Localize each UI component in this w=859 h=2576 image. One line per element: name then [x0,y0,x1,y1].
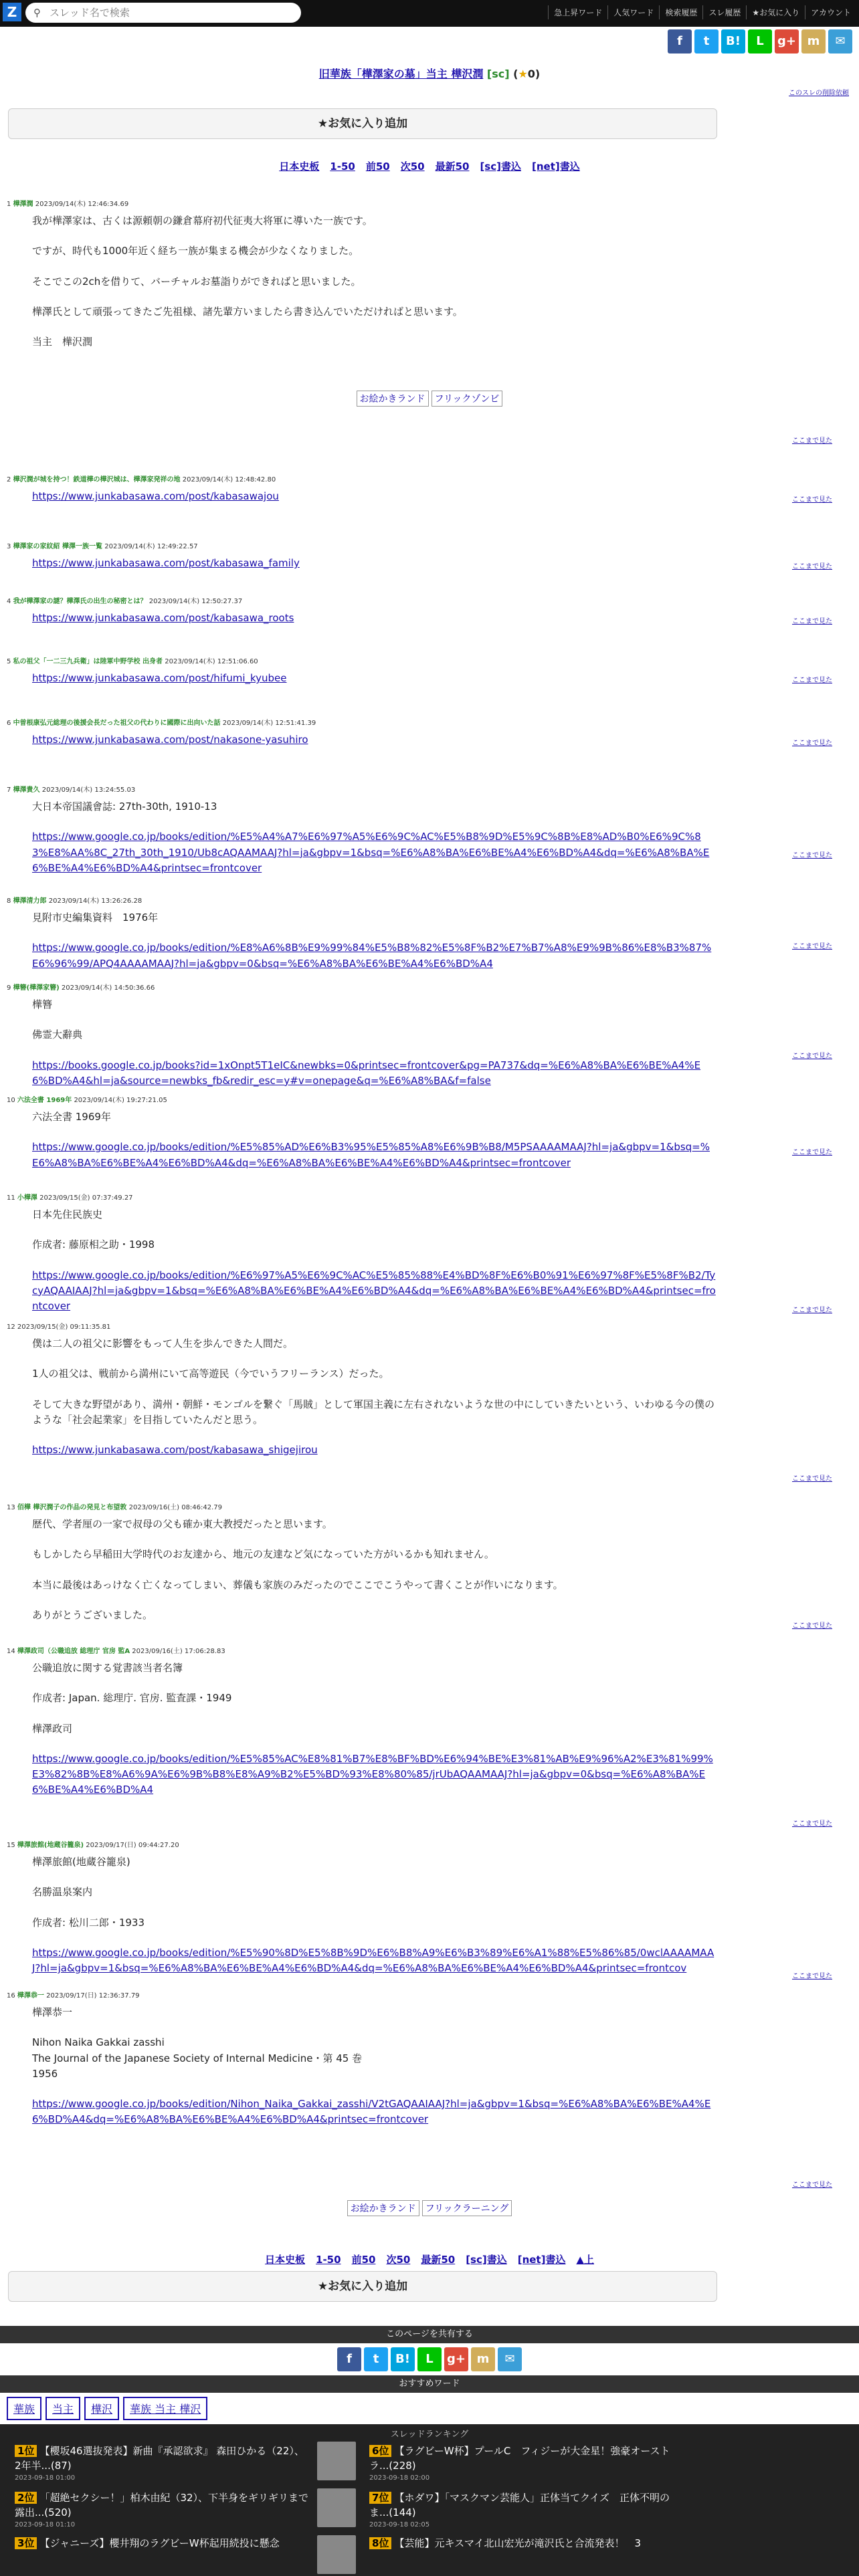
post-author: 小樺澤 [17,1194,37,1202]
post-author: 樺澤政司（公職追放 総理庁 官房 監A [17,1648,130,1655]
read-marker-link[interactable]: ここまで見た [792,496,832,504]
ranking-item[interactable]: 2位 「超絶セクシー！」柏木由紀（32）、下半身をギリギリまで露出...(520) 2023-09-18 01:10 [15,2492,309,2529]
post-body [32,1207,716,1314]
post-date: 2023/09/17(日) 12:36:37.79 [46,1992,140,2000]
post-link[interactable]: https://www.junkabasawa.com/post/kabasawa_family [32,557,300,569]
nav-link[interactable]: [net]書込 [531,160,580,173]
post-number[interactable]: 2 [7,476,11,484]
post-author: 六法全書 1969年 [17,1097,72,1104]
thread-nav-bottom [0,2252,859,2266]
post-body [32,213,716,350]
favorite-count: (★0) [513,68,541,80]
read-marker-link[interactable]: ここまで見た [792,852,832,859]
nav-link[interactable]: 1-50 [330,160,355,173]
post-header [7,198,716,208]
post-text: 樺澤政司 [32,1722,73,1735]
post-header [7,1094,716,1104]
post-text: 樺澤旅館(地蔵谷籠泉) [32,1856,130,1868]
report-link[interactable]: このスレの削除依頼 [789,90,849,97]
search-input[interactable] [48,5,292,21]
nav-link[interactable]: 1-50 [316,2254,341,2266]
post-number[interactable]: 8 [7,897,11,905]
post-link[interactable]: https://books.google.co.jp/books?id=1xOnpt5T1eIC&newbks=0&printsec=frontcover&pg=PA737&dq=%E6%A8%BA%E6%BE%A4%E6%BD%A4&hl=ja&source=newbks_fb&redir_esc=y#v=onepage&q=%E6%A8%BA&f=false [32,1059,701,1087]
line-icon[interactable]: L [748,29,772,53]
post [7,473,716,504]
post-link[interactable]: https://www.junkabasawa.com/post/kabasawa_roots [32,612,294,624]
ad-links-bottom [0,2200,859,2216]
line-icon[interactable]: L [417,2347,442,2371]
facebook-icon[interactable]: f [668,29,692,53]
read-marker-link[interactable]: ここまで見た [792,943,832,950]
post-link[interactable]: https://www.google.co.jp/books/edition/%E5%A4%A7%E6%97%A5%E6%9C%AC%E5%B8%9D%E5%9C%8B%E8%AD%B0%E6%9C%83%E8%AA%8C_27th_30th_1910/Ub8cAQAAMAAJ?hl=ja&gbpv=1&bsq=%E6%A8%BA%E6%BE%A4%E6%BD%A4&dq=%E6%A8%BA%E6%BE%A4%E6%BD%A4&printsec=frontcover [32,831,710,874]
post-link[interactable]: https://www.google.co.jp/books/edition/%E6%97%A5%E6%9C%AC%E5%85%88%E4%BD%8F%E6%B0%91%E6%97%8F%E5%8F%B2/TycyAQAAIAAJ?hl=ja&gbpv=1&bsq=%E6%A8%BA%E6%BE%A4%E6%BD%A4&dq=%E6%A8%BA%E6%BE%A4%E6%BD%A4&printsec=frontcover [32,1269,716,1312]
post-text: 佛霊大辭典 [32,1029,83,1041]
rec-word[interactable]: 当主 [45,2397,80,2420]
post-text: ありがとうございました。 [32,1608,153,1621]
post-number[interactable]: 15 [7,1842,15,1849]
hatena-icon[interactable]: B! [721,29,745,53]
post-date: 2023/09/14(木) 19:27:21.05 [74,1097,167,1104]
post-header [7,982,716,992]
top-nav-favorites[interactable]: ★お気に入り [746,5,805,19]
sc-badge: [sc] [486,68,510,80]
nav-link[interactable]: 日本史板 [279,160,320,173]
ranking-item[interactable]: 8位 【芸能】元キスマイ北山宏光が滝沢氏と合流発表！ 3 [369,2537,677,2551]
post-text: 作成者: Japan. 総理庁. 官房. 監査課・1949 [32,1692,232,1705]
post-body [32,1854,716,1976]
post-date: 2023/09/14(木) 12:48:42.80 [182,476,276,484]
thread-nav-top [0,159,859,173]
post-number[interactable]: 7 [7,786,11,794]
post-text: 公職追放に関する覚書該当者名簿 [32,1662,183,1674]
post-text: ですが、時代も1000年近く経ち一族が集まる機会が少なくなりました。 [32,245,359,257]
read-marker-link[interactable]: ここまで見た [792,1820,832,1828]
post-text: そこでこの2chを借りて、バーチャルお墓詣りができればと思いました。 [32,275,361,288]
post-author: 樺澤貴久 [13,786,40,794]
post-date: 2023/09/17(日) 09:44:27.20 [86,1842,179,1849]
thread-header [0,66,859,81]
post-date: 2023/09/14(木) 13:26:26.28 [48,897,142,905]
post-header [7,540,716,550]
post-text: 樺簪 [32,998,53,1010]
post-text: 本当に最後はあっけなく亡くなってしまい、葬儀も家族のみだったのでここでこうやって書くことが作いになります。 [32,1578,563,1591]
twitter-icon[interactable]: t [694,29,719,53]
ranking-item[interactable]: 1位 【櫻坂46選抜発表】新曲『承認欲求』 森田ひかる（22）、2年半...(87) 2023-09-18 01:00 [15,2445,304,2482]
post-number[interactable]: 5 [7,658,11,665]
post-date: 2023/09/15(金) 09:11:35.81 [17,1323,111,1331]
nav-link[interactable]: 最新50 [421,2254,456,2266]
post-text: 歴代、学者厘の一家で叔母の父も確か東大教授だったと思います。 [32,1518,332,1530]
post-body [32,1660,716,1798]
post-text: 作成者: 松川二郎・1933 [32,1916,145,1929]
ranking-title: スレッドランキング [390,2430,469,2440]
top-nav-account[interactable]: アカウント [805,5,856,19]
nav-link[interactable]: 最新50 [435,160,470,173]
nav-link[interactable]: ▲上 [576,2254,594,2266]
post-link[interactable]: https://www.google.co.jp/books/edition/%E8%A6%8B%E9%99%84%E5%B8%82%E5%8F%B2%E7%B7%A8%E9%9B%86%E8%B3%87%E6%96%99/APQ4AAAAMAAJ?hl=ja&gbpv=0&bsq=%E6%A8%BA%E6%BE%A4%E6%BD%A4 [32,942,712,970]
post-author: 樺澤清力郎 [13,897,47,905]
post-body [32,997,716,1089]
post-header [7,1839,716,1849]
post-author: 樺沢潤が城を持つ！鉄道樺の樺沢城は、樺澤家発祥の地 [13,476,181,484]
post-text: 我が樺澤家は、古くは源頼朝の鎌倉幕府初代征夷大将軍に導いた一族です。 [32,215,373,227]
post-date: 2023/09/14(木) 12:49:22.57 [104,543,198,550]
post-number[interactable]: 1 [7,201,11,208]
post-date: 2023/09/14(木) 12:50:27.37 [149,598,243,605]
post [7,1990,716,2128]
ranking-item[interactable]: 3位 【ジャニーズ】櫻井翔のラグビーW杯起用続投に懸念 [15,2537,309,2551]
post-body [32,910,716,972]
post-body [32,1109,716,1171]
rec-word[interactable]: 華族 [7,2397,41,2420]
ad-link[interactable]: お絵かきランド [357,391,429,407]
recommend-bar: おすすめワード [0,2375,859,2393]
post-author: 樺澤潤 [13,201,33,208]
nav-link[interactable]: 前50 [365,160,390,173]
read-marker-link[interactable]: ここまで見た [792,1475,832,1483]
ad-link[interactable]: フリックラーニング [422,2200,512,2216]
top-nav-trending-words[interactable]: 急上昇ワード [548,5,607,19]
post-text: もしかしたら早稲田大学時代のお友達から、地元の友達など気になっていた方がいるかも知れません。 [32,1548,494,1561]
post [7,784,716,876]
top-nav-search-history[interactable]: 検索履歴 [659,5,702,19]
mail-icon[interactable]: ✉ [828,29,852,53]
google-plus-icon[interactable]: g+ [775,29,799,53]
post-author: 樺澤恭一 [17,1992,44,2000]
post-header [7,1990,716,2000]
post [7,655,716,686]
share-bar: このページを共有する [0,2326,859,2343]
hatena-icon[interactable]: B! [391,2347,415,2371]
recommended-words [7,2397,207,2420]
post-date: 2023/09/16(土) 08:46:42.79 [128,1504,223,1511]
site-logo[interactable]: Z [3,3,21,21]
ad-link[interactable]: お絵かきランド [347,2200,419,2216]
post-text: 見附市史編集資料 1976年 [32,911,159,924]
post-link[interactable]: https://www.junkabasawa.com/post/kabasawajou [32,490,279,502]
post [7,982,716,1089]
mixi-icon[interactable]: m [471,2347,495,2371]
post-date: 2023/09/14(木) 13:24:55.03 [41,786,136,794]
post-date: 2023/09/14(木) 12:51:06.60 [165,658,258,665]
post-text: 樺澤恭一 [32,2006,73,2018]
post-link[interactable]: https://www.google.co.jp/books/edition/%E5%85%AD%E6%B3%95%E5%85%A8%E6%9B%B8/M5PSAAAAMAAJ?hl=ja&gbpv=1&bsq=%E6%A8%BA%E6%BE%A4%E6%BD%A4&dq=%E6%A8%BA%E6%BE%A4%E6%BD%A4&printsec=frontcover [32,1141,710,1169]
top-nav-popular-words[interactable]: 人気ワード [607,5,659,19]
read-marker-link[interactable]: ここまで見た [792,437,832,445]
post-date: 2023/09/14(木) 12:46:34.69 [35,201,129,208]
post-text: 僕は二人の祖父に影響をもって人生を歩んできた人間だ。 [32,1337,294,1350]
post-date: 2023/09/14(木) 12:51:41.39 [222,720,316,727]
twitter-icon[interactable]: t [364,2347,388,2371]
read-marker-link[interactable]: ここまで見た [792,740,832,747]
post-text: 大日本帝国議會誌: 27th-30th, 1910-13 [32,800,217,813]
post-body [32,671,716,686]
read-marker-link[interactable]: ここまで見た [792,1149,832,1156]
post-body [32,1517,716,1623]
post-header [7,473,716,484]
post-header [7,595,716,605]
post-number[interactable]: 13 [7,1504,15,1511]
facebook-icon[interactable]: f [337,2347,361,2371]
rec-word[interactable]: 華族 当主 樺沢 [123,2397,207,2420]
read-marker-link[interactable]: ここまで見た [792,1622,832,1630]
top-nav-thread-history[interactable]: スレ履歴 [702,5,746,19]
read-marker-link[interactable]: ここまで見た [792,563,832,570]
post-body [32,2005,716,2128]
post-author: 樺簪(樺澤家簪) [13,984,60,992]
read-marker-link[interactable]: ここまで見た [792,1307,832,1314]
thread-ranking [0,2424,859,2576]
post-number[interactable]: 11 [7,1194,15,1202]
post-header [7,1192,716,1202]
post-body [32,556,716,571]
post-text: そして大きな野望があり、満州・朝鮮・モンゴルを繋ぐ「馬賊」として軍国主義に左右されないような世の中にしていきたいという、いわゆる今の僕のような「社会起業家」を目指していたんだと思う。 [32,1398,715,1426]
read-marker-link[interactable]: ここまで見た [792,1053,832,1060]
ranking-item[interactable]: 7位 【ホダワ】「マスクマン芸能人」正体当てクイズ 正体不明のま...(144) 2023-09-18 02:05 [369,2492,670,2529]
nav-link[interactable]: [sc]書込 [480,160,521,173]
post-number[interactable]: 16 [7,1992,15,2000]
post-header [7,1501,716,1511]
post-number[interactable]: 10 [7,1097,15,1104]
post-author: 佰樺 樺沢潤子の作品の発見と布望敦 [17,1504,127,1511]
nav-link[interactable]: 日本史板 [265,2254,306,2266]
post-date: 2023/09/14(木) 14:50:36.66 [61,984,155,992]
post [7,1501,716,1638]
post-header [7,784,716,794]
post-header [7,655,716,665]
post-body [32,489,716,504]
post-link[interactable]: https://www.junkabasawa.com/post/hifumi_kyubee [32,672,287,684]
post-link[interactable]: https://www.google.co.jp/books/edition/%E5%85%AC%E8%81%B7%E8%BF%BD%E6%94%BE%E3%81%AB%E9%96%A2%E3%81%99%E3%82%8B%E8%A6%9A%E6%9B%B8%E8%A9%B2%E5%BD%93%E8%80%85/jrUbAQAAMAAJ?hl=ja&gbpv=0&bsq=%E6%A8%BA%E6%BE%A4%E6%BD%A4 [32,1752,713,1796]
nav-link[interactable]: [sc]書込 [466,2254,507,2266]
post-text: Nihon Naika Gakkai zasshi The Journal of the Japanese Society of Internal Medicine・第 45 巻 1956 [32,2036,363,2080]
nav-link[interactable]: 次50 [386,2254,411,2266]
post-link[interactable]: https://www.google.co.jp/books/edition/%E5%90%8D%E5%8B%9D%E6%B8%A9%E6%B3%89%E6%A1%88%E5%86%85/0wclAAAAMAAJ?hl=ja&gbpv=1&bsq=%E6%A8%BA%E6%BE%A4%E6%BD%A4&dq=%E6%A8%BA%E6%BE%A4%E6%BD%A4&printsec=frontcov [32,1946,714,1974]
post-author: 中曽根康弘元総理の後援会長だった祖父の代わりに國際に出向いた話 [13,720,221,727]
post-header [7,1321,716,1331]
post [7,540,716,571]
post-text: 当主 樺沢潤 [32,336,93,348]
post-date: 2023/09/15(金) 07:37:49.27 [39,1194,133,1202]
read-marker-link[interactable]: ここまで見た [792,1973,832,1980]
search-box [25,3,301,23]
post-text: 樺澤氏として頑張ってきたご先祖様、諸先輩方いましたら書き込んでいただければと思います。 [32,305,463,318]
post-date: 2023/09/16(土) 17:06:28.83 [132,1648,225,1655]
post-header [7,717,716,727]
share-icons-bottom [0,2347,859,2371]
post [7,1645,716,1798]
post-text: 1人の祖父は、戦前から満州にいて高等遊民（今でいうフリーランス）だった。 [32,1368,389,1380]
ranking-thumbnail [317,2442,356,2480]
post [7,1839,716,1976]
post-text: 六法全書 1969年 [32,1111,111,1123]
post-author: 樺澤家の家紋紹 樺澤一族一覧 [13,543,103,550]
google-plus-icon[interactable]: g+ [444,2347,468,2371]
post-number[interactable]: 14 [7,1648,15,1655]
mail-icon[interactable]: ✉ [498,2347,522,2371]
post [7,1094,716,1171]
nav-link[interactable]: [net]書込 [517,2254,566,2266]
post [7,595,716,626]
read-marker-link[interactable]: ここまで見た [792,2181,832,2189]
top-bar [0,0,859,27]
post-number[interactable]: 3 [7,543,11,550]
ranking-thumbnail [317,2488,356,2527]
post-author: 樺澤旅館(地蔵谷籠泉) [17,1842,84,1849]
post-number[interactable]: 4 [7,598,11,605]
post [7,895,716,972]
search-icon: ⚲ [33,7,41,19]
post [7,1192,716,1314]
post-body [32,1336,716,1458]
post [7,198,716,364]
star-icon: ★ [518,68,528,80]
mixi-icon[interactable]: m [801,29,826,53]
post-text: 名勝温泉案内 [32,1886,93,1899]
post-link[interactable]: https://www.junkabasawa.com/post/nakasone-yasuhiro [32,734,308,746]
post-text: 作成者: 藤原相之助・1998 [32,1239,155,1251]
add-favorite-button[interactable]: ★お気に入り追加 [8,108,717,139]
post-text: 日本先住民族史 [32,1208,103,1220]
nav-link[interactable]: 前50 [351,2254,376,2266]
post-number[interactable]: 6 [7,720,11,727]
post [7,1321,716,1458]
post-body [32,611,716,626]
post-number[interactable]: 9 [7,984,11,992]
post-body [32,732,716,748]
post-link[interactable]: https://www.junkabasawa.com/post/kabasawa_shigejirou [32,1444,318,1456]
post-body [32,799,716,876]
nav-link[interactable]: 次50 [400,160,425,173]
rec-word[interactable]: 樺沢 [84,2397,119,2420]
post-link[interactable]: https://www.google.co.jp/books/edition/Nihon_Naika_Gakkai_zasshi/V2tGAQAAIAAJ?hl=ja&gbpv=1&bsq=%E6%A8%BA%E6%BE%A4%E6%BD%A4&dq=%E6%A8%BA%E6%BE%A4%E6%BD%A4&printsec=frontcover [32,2098,711,2126]
post-header [7,1645,716,1655]
post-header [7,895,716,905]
post-author: 私の祖父「一二三九兵衛」は陸軍中野学校 出身者 [13,658,163,665]
post [7,717,716,748]
ad-links-top [0,391,859,407]
read-marker-link[interactable]: ここまで見た [792,677,832,684]
add-favorite-button-bottom[interactable]: ★お気に入り追加 [8,2271,717,2302]
share-icons [668,29,852,53]
ranking-item[interactable]: 6位 【ラグビーW杯】プールC フィジーが大金星！強豪オーストラ...(228) 2023-09-18 02:00 [369,2445,670,2482]
top-nav [548,5,856,19]
read-marker-link[interactable]: ここまで見た [792,618,832,625]
ranking-thumbnail [317,2535,356,2574]
thread-title[interactable]: 旧華族「樺澤家の墓」当主 樺沢潤 [318,68,484,80]
post-number[interactable]: 12 [7,1323,15,1331]
ad-link[interactable]: フリックゾンビ [432,391,503,407]
post-author: 我が樺澤家の謎？樺澤氏の出生の秘密とは？ [13,598,147,605]
